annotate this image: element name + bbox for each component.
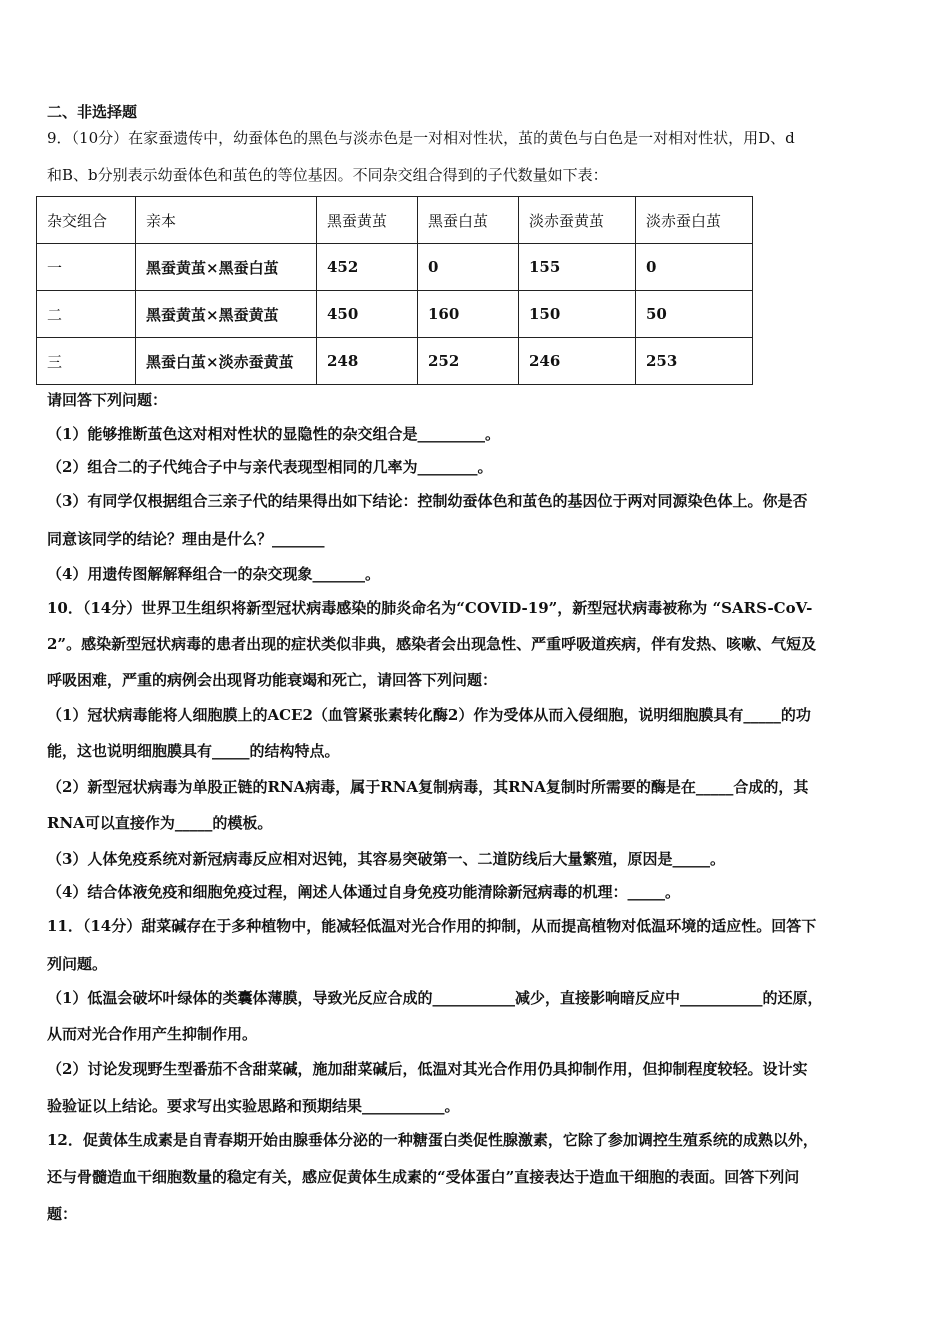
table-cell-count: 246 — [519, 338, 636, 385]
q10-sub-4: （4）结合体液免疫和细胞免疫过程，阐述人体通过自身免疫功能清除新冠病毒的机理：_____。 — [47, 883, 680, 901]
q9-sub-3-line-1: （3）有同学仅根据组合三亲子代的结果得出如下结论：控制幼蚕体色和茧色的基因位于两对同源染色体上。你是否 — [47, 492, 808, 510]
table-cell-parents: 黑蚕黄茧×黑蚕黄茧 — [136, 291, 317, 338]
q10-stem-line-1: 10．（14分）世界卫生组织将新型冠状病毒感染的肺炎命名为“COVID-19”，新型冠状病毒被称为 “SARS-CoV- — [47, 599, 813, 617]
table-cell-group: 一 — [37, 244, 136, 291]
table-cell-count: 452 — [317, 244, 418, 291]
table-cell-count: 150 — [519, 291, 636, 338]
q9-sub-1: （1）能够推断茧色这对相对性状的显隐性的杂交组合是_________。 — [47, 425, 500, 443]
q9-sub-2: （2）组合二的子代纯合子中与亲代表现型相同的几率为________。 — [47, 458, 493, 476]
table-header-cell: 淡赤蚕白茧 — [636, 197, 753, 244]
q11-sub-1-line-2: 从而对光合作用产生抑制作用。 — [47, 1025, 258, 1043]
q10-sub-3: （3）人体免疫系统对新冠病毒反应相对迟钝，其容易突破第一、二道防线后大量繁殖，原因是_____。 — [47, 850, 725, 868]
q12-stem-line-1: 12．促黄体生成素是自青春期开始由腺垂体分泌的一种糖蛋白类促性腺激素，它除了参加调控生殖系统的成熟以外， — [47, 1131, 818, 1149]
table-header-cell: 黑蚕黄茧 — [317, 197, 418, 244]
q12-stem-line-2: 还与骨髓造血干细胞数量的稳定有关，感应促黄体生成素的“受体蛋白”直接表达于造血干细胞的表面。回答下列问 — [47, 1168, 800, 1186]
table-row — [37, 291, 753, 338]
table-cell-parents: 黑蚕白茧×淡赤蚕黄茧 — [136, 338, 317, 385]
q10-sub-2-line-2: RNA可以直接作为_____的模板。 — [47, 814, 273, 832]
table-cell-count: 160 — [418, 291, 519, 338]
table-row — [37, 338, 753, 385]
q10-sub-1-line-2: 能，这也说明细胞膜具有_____的结构特点。 — [47, 742, 340, 760]
table-cell-group: 二 — [37, 291, 136, 338]
q10-stem-line-3: 呼吸困难，严重的病例会出现肾功能衰竭和死亡，请回答下列问题： — [47, 671, 498, 689]
table-header-cell: 亲本 — [136, 197, 317, 244]
q12-stem-line-3: 题： — [47, 1205, 78, 1223]
q10-sub-2-line-1: （2）新型冠状病毒为单股正链的RNA病毒，属于RNA复制病毒，其RNA复制时所需要的酶是在_____合成的，其 — [47, 778, 809, 796]
q9-prompt: 请回答下列问题： — [47, 391, 168, 409]
q11-sub-2-line-1: （2）讨论发现野生型番茄不含甜菜碱，施加甜菜碱后，低温对其光合作用仍具抑制作用，但抑制程度较轻。设计实 — [47, 1060, 808, 1078]
q10-stem-line-2: 2”。感染新型冠状病毒的患者出现的症状类似非典，感染者会出现急性、严重呼吸道疾病，伴有发热、咳嗽、气短及 — [47, 635, 817, 653]
table-cell-parents: 黑蚕黄茧×黑蚕白茧 — [136, 244, 317, 291]
q9-sub-4: （4）用遗传图解解释组合一的杂交现象_______。 — [47, 565, 380, 583]
q11-sub-2-line-2: 验验证以上结论。要求写出实验思路和预期结果___________。 — [47, 1097, 460, 1115]
q11-stem-line-2: 列问题。 — [47, 955, 108, 973]
table-cell-count: 50 — [636, 291, 753, 338]
table-cell-count: 252 — [418, 338, 519, 385]
q11-sub-1-line-1: （1）低温会破坏叶绿体的类囊体薄膜，导致光反应合成的___________减少，直接影响暗反应中___________的还原， — [47, 989, 823, 1007]
cross-results-table — [36, 196, 753, 385]
table-cell-count: 155 — [519, 244, 636, 291]
table-cell-count: 248 — [317, 338, 418, 385]
q10-sub-1-line-1: （1）冠状病毒能将人细胞膜上的ACE2（血管紧张素转化酶2）作为受体从而入侵细胞，说明细胞膜具有_____的功 — [47, 706, 811, 724]
table-cell-count: 0 — [418, 244, 519, 291]
section-heading: 二、非选择题 — [47, 103, 138, 121]
q9-stem-line-1: 9．（10分）在家蚕遗传中，幼蚕体色的黑色与淡赤色是一对相对性状，茧的黄色与白色是一对相对性状，用D、d — [47, 129, 795, 147]
q11-stem-line-1: 11．（14分）甜菜碱存在于多种植物中，能减轻低温对光合作用的抑制，从而提高植物对低温环境的适应性。回答下 — [47, 917, 817, 935]
table-header-cell: 杂交组合 — [37, 197, 136, 244]
q9-sub-3-line-2: 同意该同学的结论？理由是什么？_______ — [47, 530, 325, 548]
table-cell-count: 253 — [636, 338, 753, 385]
table-header-cell: 淡赤蚕黄茧 — [519, 197, 636, 244]
table-row — [37, 244, 753, 291]
table-header-row — [37, 197, 753, 244]
table-header-cell: 黑蚕白茧 — [418, 197, 519, 244]
q9-stem-line-2: 和B、b分别表示幼蚕体色和茧色的等位基因。不同杂交组合得到的子代数量如下表： — [47, 166, 608, 184]
table-cell-count: 450 — [317, 291, 418, 338]
table-cell-group: 三 — [37, 338, 136, 385]
table-cell-count: 0 — [636, 244, 753, 291]
